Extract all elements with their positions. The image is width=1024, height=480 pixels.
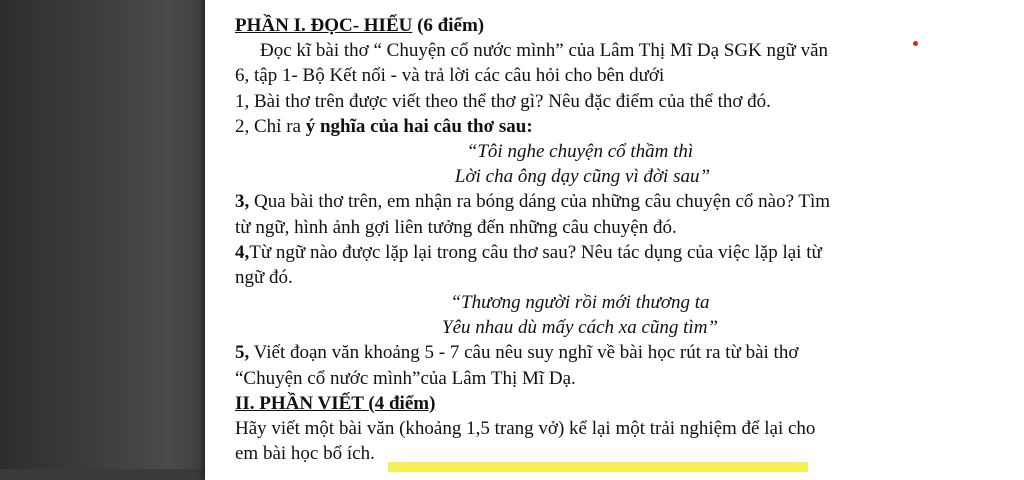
question-3-number: 3, [235,191,250,213]
poem-1-line-1: “Tôi nghe chuyện cổ thầm thì [466,140,694,162]
intro-line-1: Đọc kĩ bài thơ “ Chuyện cổ nước mình” của Lâm Thị Mĩ Dạ SGK ngữ văn [260,40,829,62]
question-3-line-1 [235,189,885,214]
document-text [235,13,885,466]
poem-2-line-2: Yêu nhau dù mấy cách xa cũng tìm” [442,317,718,339]
question-5-number: 5, [235,342,250,364]
poem-2-line-1: “Thương người rồi mới thương ta [450,292,710,314]
question-3-text: Qua bài thơ trên, em nhận ra bóng dáng của những câu chuyện cổ nào? Tìm [249,191,831,213]
red-marker-dot [913,41,918,46]
question-4-number: 4, [235,241,250,263]
intro-line-2: 6, tập 1- Bộ Kết nối - và trả lời các câu hỏi cho bên dưới [235,65,665,87]
question-1: 1, Bài thơ trên được viết theo thể thơ gì? Nêu đặc điểm của thể thơ đó. [235,90,771,112]
question-5-line-2: “Chuyện cổ nước mình”của Lâm Thị Mĩ Dạ. [235,367,576,389]
question-3-line-2: từ ngữ, hình ảnh gợi liên tưởng đến những câu chuyện đó. [235,216,677,238]
question-2-bold: ý nghĩa của hai câu thơ sau: [305,115,533,137]
question-4-line-1 [235,240,885,265]
part1-heading: PHẦN I. ĐỌC- HIỂU [235,15,413,36]
part1-heading-line [235,13,885,38]
question-2 [235,114,885,139]
writing-task-line-2: em bài học bổ ích. [235,443,375,465]
question-5-text: Viết đoạn văn khoảng 5 - 7 câu nêu suy nghĩ về bài học rút ra từ bài thơ [249,342,799,364]
question-4-line-2: ngữ đó. [235,266,293,288]
question-2-prefix: 2, Chỉ ra [235,115,306,137]
writing-task-line-1: Hãy viết một bài văn (khoảng 1,5 trang vở) kể lại một trải nghiệm để lại cho [235,418,816,439]
question-5-line-1 [235,340,885,365]
part1-score: (6 điểm) [412,15,485,36]
poem-1-line-2: Lời cha ông dạy cũng vì đời sau” [454,166,711,188]
part2-heading: II. PHẦN VIẾT (4 điểm) [235,392,436,414]
question-4-text: Từ ngữ nào được lặp lại trong câu thơ sau? Nêu tác dụng của việc lặp lại từ [249,241,822,263]
